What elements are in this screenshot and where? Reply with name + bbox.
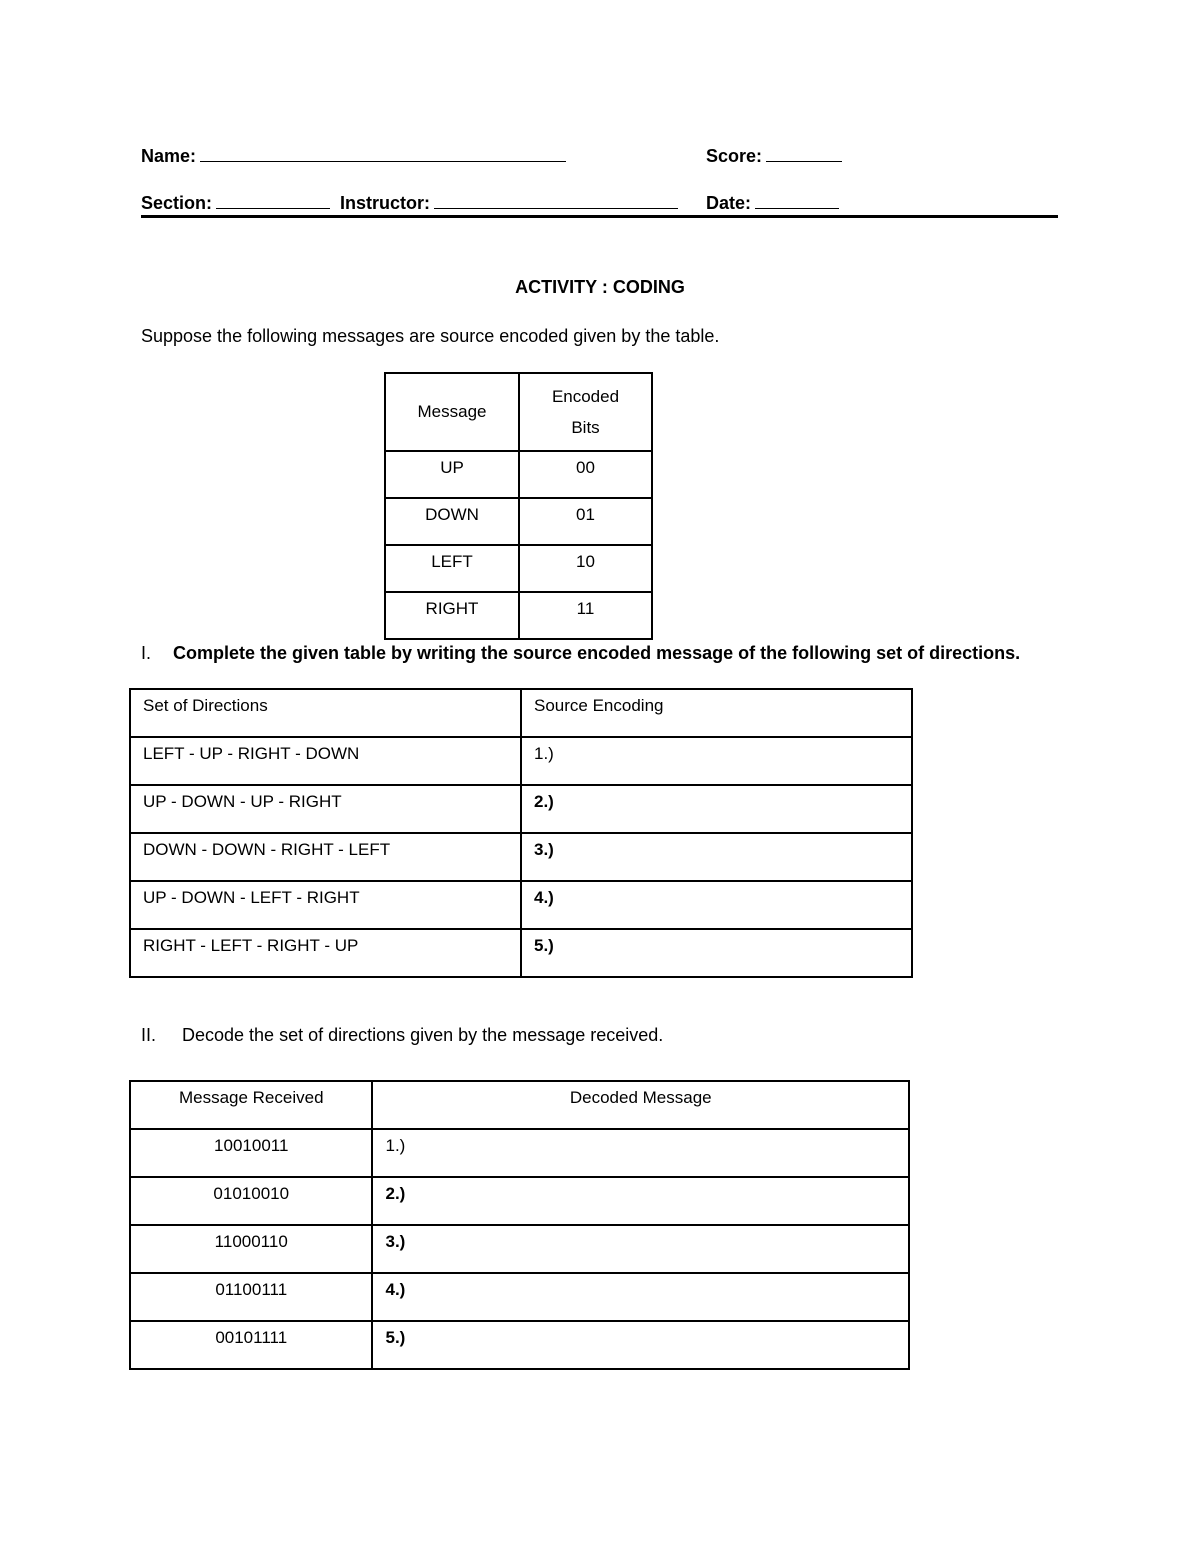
answer-number: 5.) <box>534 936 554 955</box>
received-cell: 01100111 <box>130 1273 372 1321</box>
code-bits: 01 <box>519 498 652 545</box>
encoding-header: Source Encoding <box>521 689 912 737</box>
table-row <box>130 833 912 881</box>
decoded-answer-cell[interactable] <box>372 1225 909 1273</box>
received-cell: 10010011 <box>130 1129 372 1177</box>
directions-cell: DOWN - DOWN - RIGHT - LEFT <box>130 833 521 881</box>
part1-text: Complete the given table by writing the source encoded message of the following set of directions. <box>173 643 1021 663</box>
part1-numeral: I. <box>141 643 152 663</box>
decoded-answer-cell[interactable] <box>372 1273 909 1321</box>
date-field <box>706 192 839 214</box>
directions-cell: RIGHT - LEFT - RIGHT - UP <box>130 929 521 977</box>
answer-number: 1.) <box>534 744 554 763</box>
instructor-blank[interactable] <box>434 192 678 209</box>
encoding-answer-cell[interactable] <box>521 737 912 785</box>
code-bits: 00 <box>519 451 652 498</box>
directions-cell: UP - DOWN - LEFT - RIGHT <box>130 881 521 929</box>
code-message: UP <box>385 451 519 498</box>
encoding-answer-cell[interactable] <box>521 785 912 833</box>
table-row <box>130 929 912 977</box>
directions-table <box>129 688 913 978</box>
name-field <box>141 145 566 167</box>
answer-number: 2.) <box>385 1184 406 1203</box>
encoding-answer-cell[interactable] <box>521 929 912 977</box>
code-message: DOWN <box>385 498 519 545</box>
date-blank[interactable] <box>755 192 839 209</box>
decode-table <box>129 1080 910 1370</box>
instructor-field <box>340 192 678 214</box>
part2-numeral: II. <box>141 1025 157 1045</box>
answer-number: 4.) <box>534 888 554 907</box>
code-bits: 11 <box>519 592 652 639</box>
directions-cell: UP - DOWN - UP - RIGHT <box>130 785 521 833</box>
instructor-label: Instructor: <box>340 193 430 213</box>
section-label: Section: <box>141 193 213 213</box>
decoded-answer-cell[interactable] <box>372 1129 909 1177</box>
score-label: Score: <box>706 146 763 166</box>
code-header-bits-word: Bits <box>571 418 600 437</box>
directions-header: Set of Directions <box>130 689 521 737</box>
name-label: Name: <box>141 146 197 166</box>
score-blank[interactable] <box>766 145 842 162</box>
code-header-bits <box>519 373 652 451</box>
table-row <box>130 1177 909 1225</box>
name-blank[interactable] <box>200 145 566 162</box>
part2-instruction <box>141 1025 663 1046</box>
part1-instruction <box>141 643 1020 664</box>
answer-number: 1.) <box>385 1136 406 1155</box>
received-header: Message Received <box>130 1081 372 1129</box>
answer-number: 2.) <box>534 792 554 811</box>
encoding-answer-cell[interactable] <box>521 833 912 881</box>
section-blank[interactable] <box>216 192 330 209</box>
header-rule <box>141 215 1058 218</box>
part2-text: Decode the set of directions given by the message received. <box>182 1025 664 1045</box>
received-cell: 11000110 <box>130 1225 372 1273</box>
directions-cell: LEFT - UP - RIGHT - DOWN <box>130 737 521 785</box>
code-message: LEFT <box>385 545 519 592</box>
received-cell: 00101111 <box>130 1321 372 1369</box>
table-row <box>130 1129 909 1177</box>
date-label: Date: <box>706 193 752 213</box>
answer-number: 4.) <box>385 1280 406 1299</box>
answer-number: 3.) <box>534 840 554 859</box>
intro-text: Suppose the following messages are source encoded given by the table. <box>141 326 720 346</box>
score-field <box>706 145 842 167</box>
decoded-answer-cell[interactable] <box>372 1321 909 1369</box>
answer-number: 5.) <box>385 1328 406 1347</box>
activity-title: ACTIVITY : CODING <box>515 277 685 297</box>
section-field <box>141 192 330 214</box>
code-bits: 10 <box>519 545 652 592</box>
decoded-header: Decoded Message <box>372 1081 909 1129</box>
table-row <box>130 737 912 785</box>
table-row <box>130 1273 909 1321</box>
table-row <box>130 1321 909 1369</box>
table-row <box>130 881 912 929</box>
code-header-message: Message <box>385 373 519 451</box>
table-row <box>130 785 912 833</box>
table-row <box>130 1225 909 1273</box>
answer-number: 3.) <box>385 1232 406 1251</box>
received-cell: 01010010 <box>130 1177 372 1225</box>
decoded-answer-cell[interactable] <box>372 1177 909 1225</box>
encoding-answer-cell[interactable] <box>521 881 912 929</box>
code-message: RIGHT <box>385 592 519 639</box>
code-header-encoded: Encoded <box>551 387 620 406</box>
code-table <box>384 372 653 640</box>
